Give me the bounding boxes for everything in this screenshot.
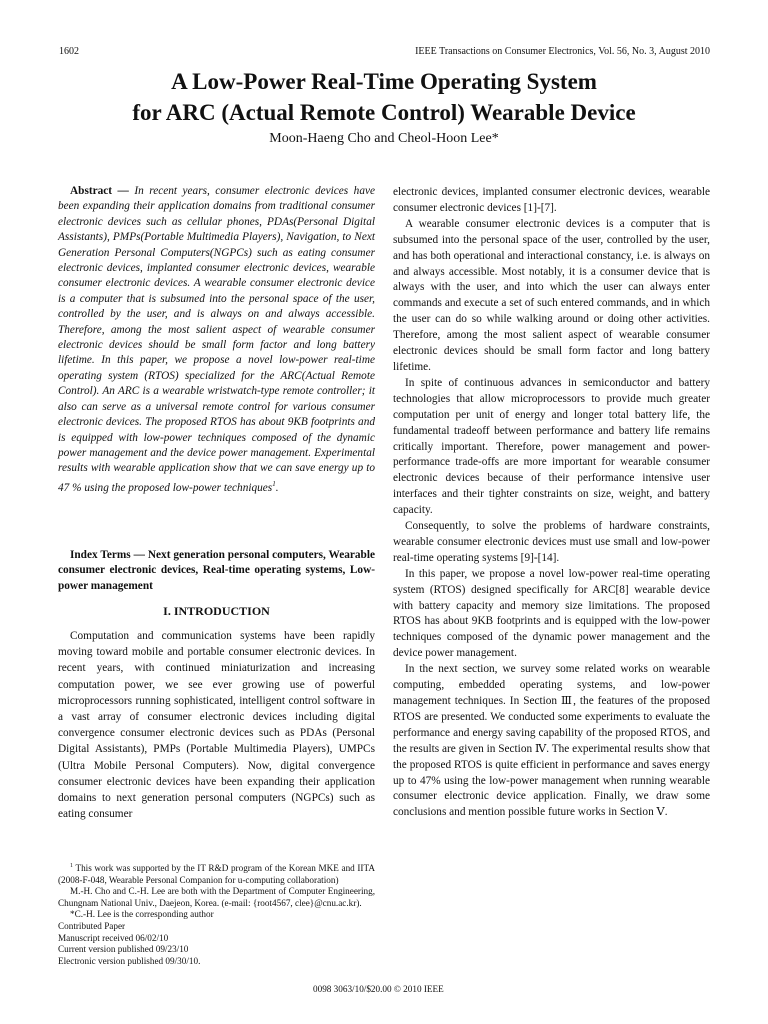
right-paragraph-2: A wearable consumer electronic devices is a computer that is subsumed into the personal space of the user, controlled by the user, and has both operational and interactional constancy, i.e. is always on and always accessible. Most notably, it is a consumer device that is always with the user, and into which the user can always enter commands and execute a set of such entered commands, and in which the user can do so while walking around or doing other activities. Therefore, among the most salient aspect of wearable consumer electronic devices should be small form factor and long battery lifetime.: [393, 217, 710, 373]
footnote-3: *C.-H. Lee is the corresponding author: [70, 909, 214, 920]
pubinfo-2: Manuscript received 06/02/10: [58, 932, 169, 943]
abstract-label: Abstract —: [70, 185, 129, 197]
intro-p1: Computation and communication systems have been rapidly moving toward mobile and portable consumer electronic devices. In recent years, with continued miniaturization and increasing computation power, we see ever growing use of powerful microprocessors running sophisticated, intelligent control software in a vast array of consumer electronic devices including digital convergence consumer electronic devices such as PDAs (Personal Digital Assistants), PMPs (Portable Multimedia Players), UMPCs (Ultra Mobile Personal Computers). Now, digital convergence consumer electronic devices have been expanding their application domains to next generation personal computers (NGPCs) such as eating consumer: [58, 630, 375, 821]
title-line-2: for ARC (Actual Remote Control) Wearable Device: [132, 100, 636, 125]
right-paragraph-1: electronic devices, implanted consumer electronic devices, wearable consumer electronic devices [1]-[7].: [393, 186, 710, 214]
paper-title: [0, 66, 768, 128]
footnote-1: $^1$ This work was supported by the IT R&D program of the Korean MKE and IITA (2008-F-048, Wearable Personal Companion for u-computing collaboration): [58, 863, 375, 885]
pubinfo-1: Contributed Paper: [58, 921, 126, 932]
right-paragraph-6: In the next section, we survey some related works on wearable computing, embedded operating systems, and low-power management techniques. In Section Ⅲ, the features of the proposed RTOS are presented. We conducted some experiments to evaluate the performance and energy saving capability of the proposed RTOS, and the results are given in Section Ⅳ. The experimental results show that the proposed RTOS is quite efficient in performance and saves energy up to 47% using the low-power management when running wearable consumer electronic device application. Finally, we draw some conclusions and mention possible future works in Section Ⅴ.: [393, 663, 710, 819]
journal-header: IEEE Transactions on Consumer Electronics, Vol. 56, No. 3, August 2010: [415, 46, 710, 57]
intro-paragraph: [58, 628, 375, 822]
footnote-1-mark: 1: [70, 863, 73, 869]
authors: Moon-Haeng Cho and Cheol-Hoon Lee*: [269, 131, 499, 146]
index-terms-text: Index Terms — Next generation personal computers, Wearable consumer electronic devices, Real-time operating systems, Low-power management: [58, 549, 375, 592]
abstract-text: In recent years, consumer electronic devices have been expanding their application domains from traditional consumer electronic devices such as cellular phones, PDAs(Personal Digital Assistants), PMPs(Portable Multimedia Players), Navigation, to Next Generation Personal Computers(NGPCs) such as eating consumer electronic devices, implanted consumer electronic devices, wearable consumer electronic devices. A wearable consumer electronic device is a computer that is subsumed into the personal space of the user, controlled by the user, and is always on and always accessible. Therefore, among the most salient aspect of wearable consumer electronic devices should be small form factor and long battery lifetime. In this paper, we propose a novel low-power real-time operating system (RTOS) specialized for the ARC(Actual Remote Control). An ARC is a wearable wristwatch-type remote controller; it also can serve as a universal remote control for various consumer electronic devices. The proposed RTOS has about 9KB footprints and is equipped with low-power techniques composed of the dynamic power management and the device power management. Experimental results with wearable application show that we can save energy up to 47 % using the proposed low-power techniques: [58, 185, 375, 494]
abstract-footnote-mark: 1: [272, 479, 276, 488]
footnote-2: M.-H. Cho and C.-H. Lee are both with the Department of Computer Engineering, Chungnam National Univ., Daejeon, Korea. (e-mail: {root4567, clee}@cnu.ac.kr).: [58, 886, 375, 908]
abstract: [58, 184, 375, 496]
abstract-end: .: [275, 481, 279, 494]
footnotes: [58, 861, 375, 967]
title-line-1: A Low-Power Real-Time Operating System: [171, 69, 597, 94]
page-number: 1602: [59, 46, 79, 57]
right-column: [393, 185, 710, 821]
right-paragraph-3: In spite of continuous advances in semiconductor and battery technologies that allow microprocessors to provide much greater computation per unit of energy and longer total battery life, the fundamental tradeoff between performance and battery life remains critically important. Therefore, power management and power-performance trade-offs are more important for wearable consumer electronic devices because of their performance intensive user interfaces and their tighter constraints on size, weight, and battery capacity.: [393, 376, 710, 517]
section-heading: I. INTRODUCTION: [163, 604, 270, 618]
copyright: 0098 3063/10/$20.00 © 2010 IEEE: [313, 984, 444, 994]
right-paragraph-4: Consequently, to solve the problems of hardware constraints, wearable consumer electronic devices must use small and low-power real-time operating systems [9]-[14].: [393, 520, 710, 564]
right-paragraph-5: In this paper, we propose a novel low-power real-time operating system (RTOS) designed specifically for ARC[8] wearable device with battery capacity and memory size limitations. The proposed RTOS has about 9KB footprints and is equipped with the low-power techniques composed of the dynamic power management and the device power management.: [393, 567, 710, 660]
pubinfo-4: Electronic version published 09/30/10.: [58, 955, 201, 966]
pubinfo-3: Current version published 09/23/10: [58, 944, 189, 955]
index-terms: [58, 548, 375, 594]
